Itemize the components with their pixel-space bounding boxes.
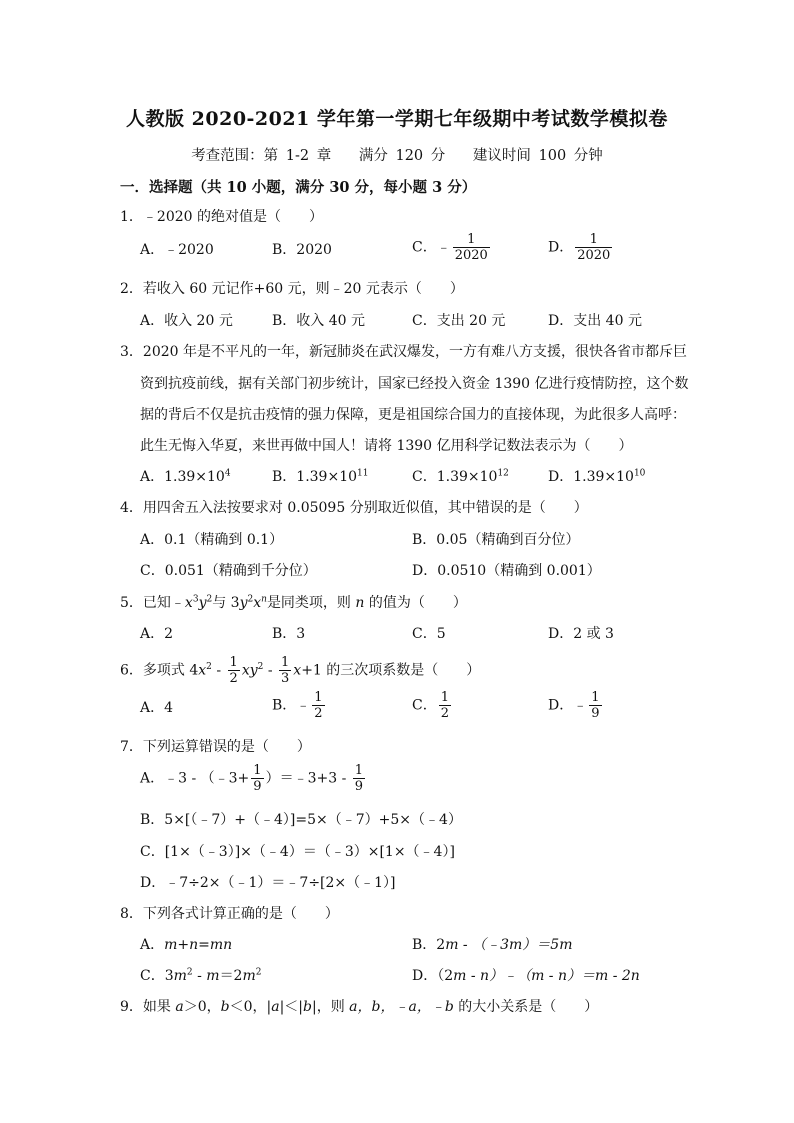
- fraction: $\frac{1}{9}$: [253, 763, 262, 794]
- question-8-stem: 8．下列各式计算正确的是（ ）: [120, 906, 339, 922]
- question-2-option-c: C．支出 20 元: [412, 313, 506, 329]
- question-4-option-c: C．0.051（精确到千分位）: [140, 563, 317, 579]
- question-8-option-c: C．$3m^2 - m=2m^2$: [140, 967, 262, 984]
- question-9-stem: 9．如果 a＞0，b＜0，|a|＜|b|，则 a，b，﹣a，﹣b 的大小关系是（ ）: [120, 999, 599, 1015]
- section-heading: 一．选择题（共 10 小题，满分 30 分，每小题 3 分）: [120, 179, 477, 196]
- question-1-option-b: B．2020: [272, 242, 332, 258]
- question-5-stem: 5．已知$﹣x^3y^2$与 $3y^2x^n$是同类项，则 n 的值为（ ）: [120, 594, 467, 611]
- question-5-option-a: A．2: [140, 626, 174, 642]
- fraction: $\frac{1}{2020}$: [454, 232, 488, 263]
- fraction: $\frac{1}{9}$: [354, 763, 364, 794]
- question-2-stem: 2．若收入 60 元记作+60 元，则﹣20 元表示（ ）: [120, 281, 464, 297]
- question-1-option-d: D． $\frac{1}{2020}$: [548, 232, 611, 263]
- question-4-stem: 4．用四舍五入法按要求对 0.05095 分别取近似值，其中错误的是（ ）: [120, 500, 588, 516]
- question-3-option-d: D．$1.39\times 10^{10}$: [548, 468, 646, 485]
- question-2-option-b: B．收入 40 元: [272, 313, 366, 329]
- fraction: $\frac{1}{2}$: [229, 655, 238, 686]
- question-1-stem: 1．﹣2020 的绝对值是（ ）: [120, 209, 323, 225]
- question-8-option-a: A．m+n=mn: [140, 937, 233, 953]
- question-4-option-b: B．0.05（精确到百分位）: [412, 532, 580, 548]
- question-3-line-1: 3．2020 年是不平凡的一年，新冠肺炎在武汉爆发，一方有难八方支援，很快各省市都斥巨: [120, 344, 687, 360]
- question-6-option-d: D．﹣ $\frac{1}{9}$: [548, 690, 600, 721]
- fraction: $\frac{1}{9}$: [591, 690, 600, 721]
- question-3-line-2: 资到抗疫前线，据有关部门初步统计，国家已经投入资金 1390 亿进行疫情防控，这个数: [140, 376, 689, 392]
- fraction: $\frac{1}{2020}$: [577, 232, 611, 263]
- exam-title: 人教版 2020-2021 学年第一学期七年级期中考试数学模拟卷: [126, 108, 668, 130]
- question-7-option-d: D．﹣7÷2×（﹣1）＝﹣7÷[2×（﹣1）]: [140, 875, 396, 891]
- question-3-option-b: B．$1.39\times 10^{11}$: [272, 468, 369, 485]
- question-6-option-c: C． $\frac{1}{2}$: [412, 690, 449, 721]
- question-8-option-d: D．（2m - n）﹣（m - n）＝m - 2n: [412, 968, 640, 984]
- question-7-option-c: C．[1×（﹣3）]×（﹣4）＝（﹣3）×[1×（﹣4）]: [140, 844, 455, 860]
- question-5-option-c: C．5: [412, 626, 446, 642]
- question-1-option-a: A．﹣2020: [140, 242, 214, 258]
- question-6-option-a: A．4: [140, 700, 174, 716]
- question-3-line-4: 此生无悔入华夏，来世再做中国人！请将 1390 亿用科学记数法表示为（ ）: [140, 438, 633, 454]
- exam-time: 建议时间 100 分钟: [472, 148, 603, 164]
- fraction: $\frac{1}{2}$: [314, 690, 323, 721]
- question-5-option-b: B．3: [272, 626, 306, 642]
- fraction: $\frac{1}{3}$: [281, 655, 290, 686]
- question-5-option-d: D．2 或 3: [548, 626, 614, 642]
- question-7-option-a: A．﹣3 - （﹣3+ $\frac{1}{9}$ ）＝﹣3+3 - $\frac{1}{9}$: [140, 763, 364, 794]
- fraction: $\frac{1}{2}$: [440, 690, 449, 721]
- question-8-option-b: B．2m - （﹣3m）＝5m: [412, 937, 573, 953]
- exam-scope: 考查范围：第 1-2 章: [191, 148, 332, 164]
- question-6-option-b: B．﹣ $\frac{1}{2}$: [272, 690, 323, 721]
- question-4-option-d: D．0.0510（精确到 0.001）: [412, 563, 601, 579]
- question-2-option-a: A．收入 20 元: [140, 313, 233, 329]
- exam-subtitle: [0, 144, 794, 165]
- question-7-stem: 7．下列运算错误的是（ ）: [120, 739, 311, 755]
- question-3-option-a: A．$1.39\times 10^4$: [140, 468, 231, 485]
- question-1-option-c: C．﹣ $\frac{1}{2020}$: [412, 232, 488, 263]
- question-6-stem: 6．多项式 $4x^2$ - $\frac{1}{2}$ $xy^2$ - $\frac{1}{3}$ x+1 的三次项系数是（ ）: [120, 655, 481, 686]
- question-2-option-d: D．支出 40 元: [548, 313, 642, 329]
- question-3-line-3: 据的背后不仅是抗击疫情的强力保障，更是祖国综合国力的直接体现，为此很多人高呼：: [140, 407, 686, 423]
- question-7-option-b: B．5×[（﹣7）+（﹣4）]=5×（﹣7）+5×（﹣4）: [140, 812, 462, 828]
- question-3-option-c: C．$1.39\times 10^{12}$: [412, 468, 509, 485]
- question-4-option-a: A．0.1（精确到 0.1）: [140, 532, 284, 548]
- exam-full-score: 满分 120 分: [358, 148, 446, 164]
